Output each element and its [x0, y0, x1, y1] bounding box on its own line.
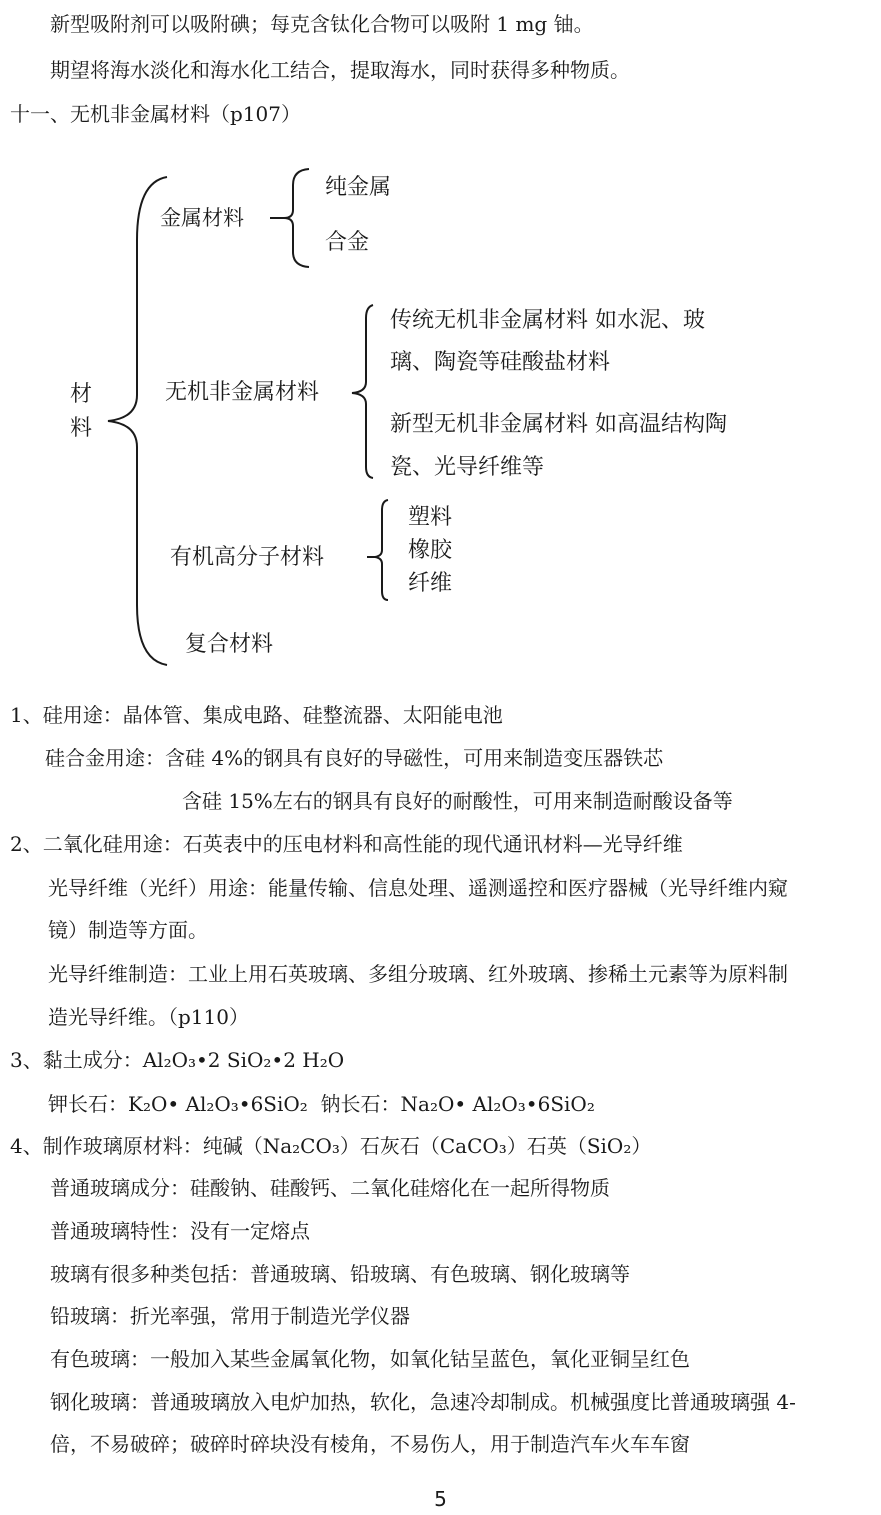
tree-metal-child-1: 纯金属 [325, 175, 392, 200]
metal-brace-icon [270, 169, 309, 267]
item3-line-2 [48, 1092, 595, 1116]
page-number: 5 [434, 1487, 447, 1511]
item1-line-1: 1、硅用途：晶体管、集成电路、硅整流器、太阳能电池 [10, 703, 503, 727]
item4-line-2: 普通玻璃成分：硅酸钠、硅酸钙、二氧化硅熔化在一起所得物质 [50, 1176, 610, 1200]
item3-line-1 [10, 1048, 344, 1072]
section-heading: 十一、无机非金属材料（p107） [10, 102, 301, 126]
intro-line-2: 期望将海水淡化和海水化工结合，提取海水，同时获得多种物质。 [50, 58, 630, 82]
intro-line-1: 新型吸附剂可以吸附碘；每克含钛化合物可以吸附 1 mg 铀。 [50, 12, 594, 36]
tree-inorganic-child-1-line-2: 璃、陶瓷等硅酸盐材料 [390, 350, 611, 375]
tree-organic-label: 有机高分子材料 [170, 545, 325, 570]
item4-line-6: 有色玻璃：一般加入某些金属氧化物，如氧化钴呈蓝色，氧化亚铜呈红色 [50, 1347, 690, 1371]
tree-metal-child-2: 合金 [325, 230, 370, 255]
inorganic-brace-icon [352, 305, 373, 478]
tree-inorganic-child-1-line-1: 传统无机非金属材料 如水泥、玻 [390, 308, 705, 333]
tree-inorganic-child-2-line-1: 新型无机非金属材料 如高温结构陶 [390, 412, 727, 437]
item4-line-5: 铅玻璃：折光率强，常用于制造光学仪器 [50, 1304, 410, 1328]
clay-formula: Al₂O₃•2 SiO₂•2 H₂O [142, 1048, 345, 1072]
item4-line-1: 4、制作玻璃原材料：纯碱（Na₂CO₃）石灰石（CaCO₃）石英（SiO₂） [10, 1134, 652, 1158]
item4-line-7: 钢化玻璃：普通玻璃放入电炉加热，软化，急速冷却制成。机械强度比普通玻璃强 4- [50, 1390, 796, 1414]
tree-root-char-2: 料 [69, 416, 92, 441]
tree-inorganic-label: 无机非金属材料 [165, 380, 320, 405]
tree-composite-label: 复合材料 [185, 632, 274, 657]
na-feldspar-formula: Na₂O• Al₂O₃•6SiO₂ [400, 1092, 595, 1116]
item2-line-2: 光导纤维（光纤）用途：能量传输、信息处理、遥测遥控和医疗器械（光导纤维内窥 [48, 876, 788, 900]
tree-organic-child-1: 塑料 [408, 505, 453, 530]
tree-inorganic-child-2-line-2: 瓷、光导纤维等 [390, 455, 545, 480]
tree-metal-label: 金属材料 [160, 206, 244, 230]
item4-line-3: 普通玻璃特性：没有一定熔点 [50, 1219, 310, 1243]
item2-line-4: 光导纤维制造：工业上用石英玻璃、多组分玻璃、红外玻璃、掺稀土元素等为原料制 [48, 962, 788, 986]
tree-organic-child-2: 橡胶 [408, 538, 453, 563]
item3-prefix: 3、黏土成分： [10, 1048, 143, 1072]
k-feldspar-formula: K₂O• Al₂O₃•6SiO₂ [128, 1092, 308, 1116]
k-feldspar-label: 钾长石： [48, 1092, 128, 1116]
root-brace-icon [108, 177, 167, 665]
na-feldspar-label: 钠长石： [320, 1092, 401, 1116]
item2-line-1: 2、二氧化硅用途：石英表中的压电材料和高性能的现代通讯材料—光导纤维 [10, 832, 683, 856]
organic-brace-icon [367, 500, 388, 600]
item1-line-2: 硅合金用途：含硅 4%的钢具有良好的导磁性，可用来制造变压器铁芯 [45, 746, 664, 770]
item2-line-5: 造光导纤维。（p110） [48, 1005, 249, 1029]
item4-line-8: 倍，不易破碎；破碎时碎块没有棱角，不易伤人，用于制造汽车火车车窗 [50, 1432, 690, 1456]
item1-line-3: 含硅 15%左右的钢具有良好的耐酸性，可用来制造耐酸设备等 [182, 789, 733, 813]
item2-line-3: 镜）制造等方面。 [48, 918, 208, 942]
tree-organic-child-3: 纤维 [408, 571, 453, 596]
item4-line-4: 玻璃有很多种类包括：普通玻璃、铅玻璃、有色玻璃、钢化玻璃等 [50, 1262, 630, 1286]
tree-root-label [68, 378, 94, 446]
tree-root-char-1: 材 [69, 382, 92, 407]
